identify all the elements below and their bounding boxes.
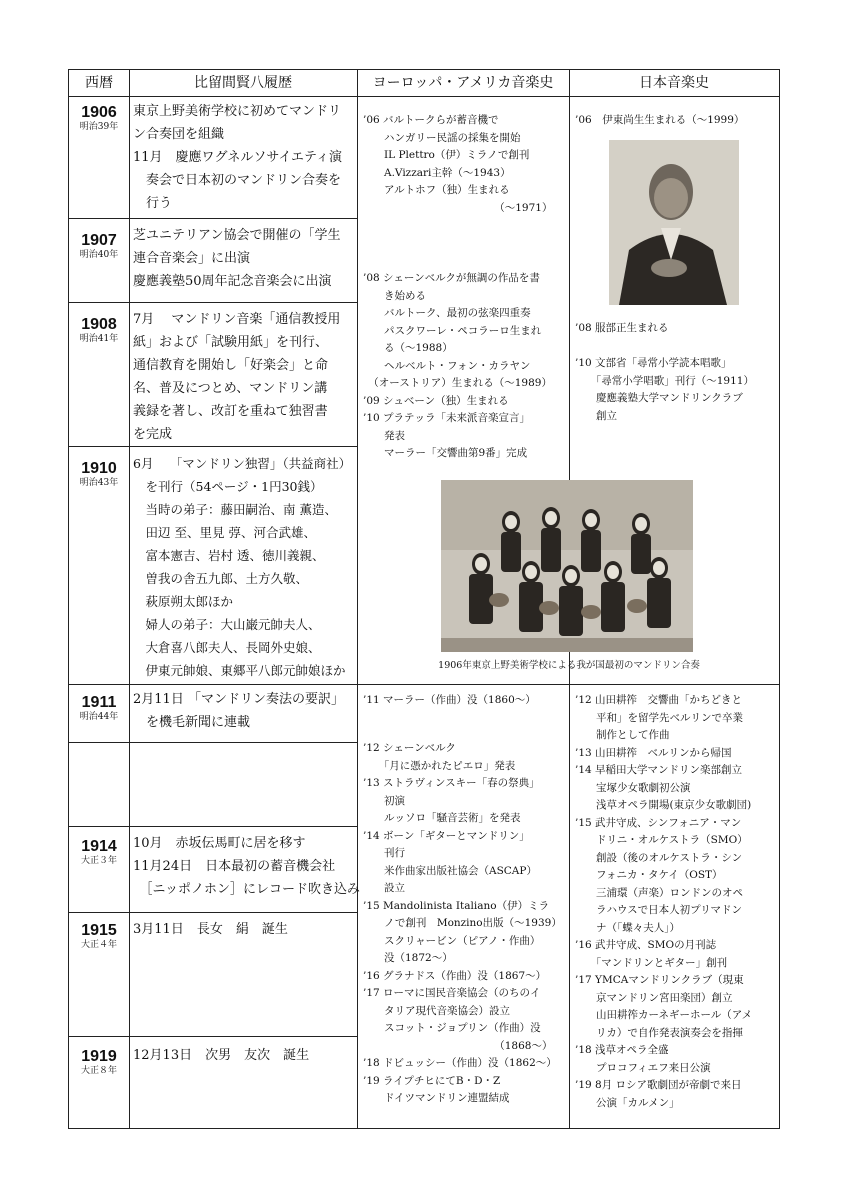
row-rule (69, 218, 357, 219)
west-events-1908: ’08 シェーンベルクが無調の作品を書 き始める バルトーク、最初の弦楽四重奏 パスクワーレ・ペコラーロ生まれ る（～1988） ヘルベルト・フォン・カラヤン （オーストリア）生まれる（～1989） ’09 シュベーン（独）生まれる ’10 プラテッラ「未来派音楽宣言」 発表 マーラー「交響曲第9番」完成 (363, 272, 552, 459)
portrait-photo (609, 140, 739, 305)
year-1911: 1911 明治44年 (79, 694, 119, 722)
header-rule (69, 96, 779, 97)
bio-1907: 芝ユニテリアン協会で開催の「学生 連合音楽会」に出演 慶應義塾50周年記念音楽会に出演 (133, 228, 341, 289)
bio-1914: 10月 赤坂伝馬町に居を移す 11月24日 日本最初の蓄音機会社 ［ニッポノホン］にレコード吹き込み (133, 836, 360, 897)
year-1906: 1906 明治39年 (79, 104, 119, 132)
japan-events-1908: ’08 服部正生まれる ’10 文部省「尋常小学読本唱歌」 「尋常小学唱歌」刊行（～1911） 慶應義塾大学マンドリンクラブ 創立 (575, 322, 754, 422)
photo-caption: 1906年東京上野美術学校による我が国最初のマンドリン合奏 (438, 660, 700, 671)
row-rule (69, 684, 779, 685)
year-1919: 1919 大正８年 (80, 1048, 117, 1076)
year-1907: 1907 明治40年 (79, 232, 119, 260)
bio-1906: 東京上野美術学校に初めてマンドリ ン合奏団を組織 11月 慶應ワグネルソサイエティ演 奏会で日本初のマンドリン合奏を 行う (133, 104, 342, 211)
year-1915: 1915 大正４年 (80, 922, 117, 950)
header-west: ヨーロッパ・アメリカ音楽史 (372, 75, 554, 91)
header-year: 西暦 (85, 75, 113, 91)
bio-1919: 12月13日 次男 友次 誕生 (133, 1048, 310, 1063)
japan-events-1906: ’06 伊東尚生生まれる（～1999） (575, 114, 745, 126)
header-japan: 日本音楽史 (639, 75, 709, 91)
row-rule (69, 302, 357, 303)
year-1914: 1914 大正３年 (80, 838, 117, 866)
japan-events-1912: ’12 山田耕筰 交響曲「かちどきと 平和」を留学先ベルリンで卒業 制作として作曲 ’13 山田耕筰 ベルリンから帰国 ’14 早稲田大学マンドリン楽部創立 宝塚少女歌劇初公演 浅草オペラ開場(東京少女歌劇団) ’15 武井守成、シンフォニア・マン ドリニ・オルケストラ（SMO） 創設（後のオルケストラ・シン フォニカ・タケイ（OST） 三浦環（声楽）ロンドンのオペ ラハウスで日本人初プリマドン ナ（「蝶々夫人」） ’16 武井守成、SMOの月刊誌 「マンドリンとギター」創刊 ’17 YMCAマンドリンクラブ（現東 京マンドリン宮田楽団）創立 山田耕筰カーネギーホール（アメ リカ）で自作発表演奏会を指揮 ’18 浅草オペラ全盛 プロコフィエフ来日公演 ’19 8月 ロシア歌劇団が帝劇で来日 公演「カルメン」 (575, 694, 753, 1109)
west-events-1912: ’12 シェーンベルク 「月に憑かれたピエロ」発表 ’13 ストラヴィンスキー「春の祭典」 初演 ルッソロ「騒音芸術」を発表 ’14 ボーン「ギターとマンドリン」 刊行 米作曲家出版社協会（ASCAP） 設立 ’15 Mandolinista Italiano（伊）ミラ ノで創刊 Monzino出版（～1939） スクリャービン（ピアノ・作曲） 没（1872～） ’16 グラナドス（作曲）没（1867～） ’17 ローマに国民音楽協会（のちのイ タリア現代音楽協会）設立 スコット・ジョプリン（作曲）没 （1868～） ’18 ドビュッシー（作曲）没（1862～） ’19 ライプチヒにてB・D・Z ドイツマンドリン連盟結成 (363, 742, 562, 1104)
header-bio: 比留間賢八履歴 (194, 75, 292, 91)
row-rule (69, 912, 357, 913)
west-events-1906: ’06 バルトークらが蓄音機で ハンガリー民謡の採集を開始 IL Plettro（伊）ミラノで創刊 A.Vizzari主幹（～1943） アルトホフ（独）生まれる （～1971） (363, 114, 553, 214)
row-rule (69, 742, 357, 743)
bio-1911: 2月11日 「マンドリン奏法の要訳」 を機毛新聞に連載 (133, 692, 344, 730)
bio-1915: 3月11日 長女 絹 誕生 (133, 922, 288, 937)
divider (357, 70, 358, 1128)
row-rule (69, 1036, 357, 1037)
year-1908: 1908 明治41年 (79, 316, 119, 344)
year-1910: 1910 明治43年 (79, 460, 119, 488)
chronology-table (68, 69, 780, 1129)
group-photo (441, 480, 693, 652)
row-rule (69, 826, 357, 827)
west-events-1911: ’11 マーラー（作曲）没（1860～） (363, 694, 536, 706)
bio-1908: 7月 マンドリン音楽「通信教授用 紙」および「試験用紙」を刊行、 通信教育を開始し「好楽会」と命 名、普及につとめ、マンドリン講 義録を著し、改訂を重ねて独習書 を完成 (133, 312, 341, 442)
row-rule (69, 446, 357, 447)
bio-1910: 6月 「マンドリン独習」（共益商社） を刊行（54ページ・1円30銭） 当時の弟子：藤田嗣治、南 薫造、 田辺 至、里見 弴、河合武雄、 富本憲吉、岩村 透、徳川義親、 曽我の舎五九郎、土方久敬、 萩原朔太郎ほか 婦人の弟子：大山巌元帥夫人、 大倉喜八郎夫人、長岡外史娘、 伊東元帥娘、東郷平八郎元帥娘ほか (133, 456, 352, 678)
